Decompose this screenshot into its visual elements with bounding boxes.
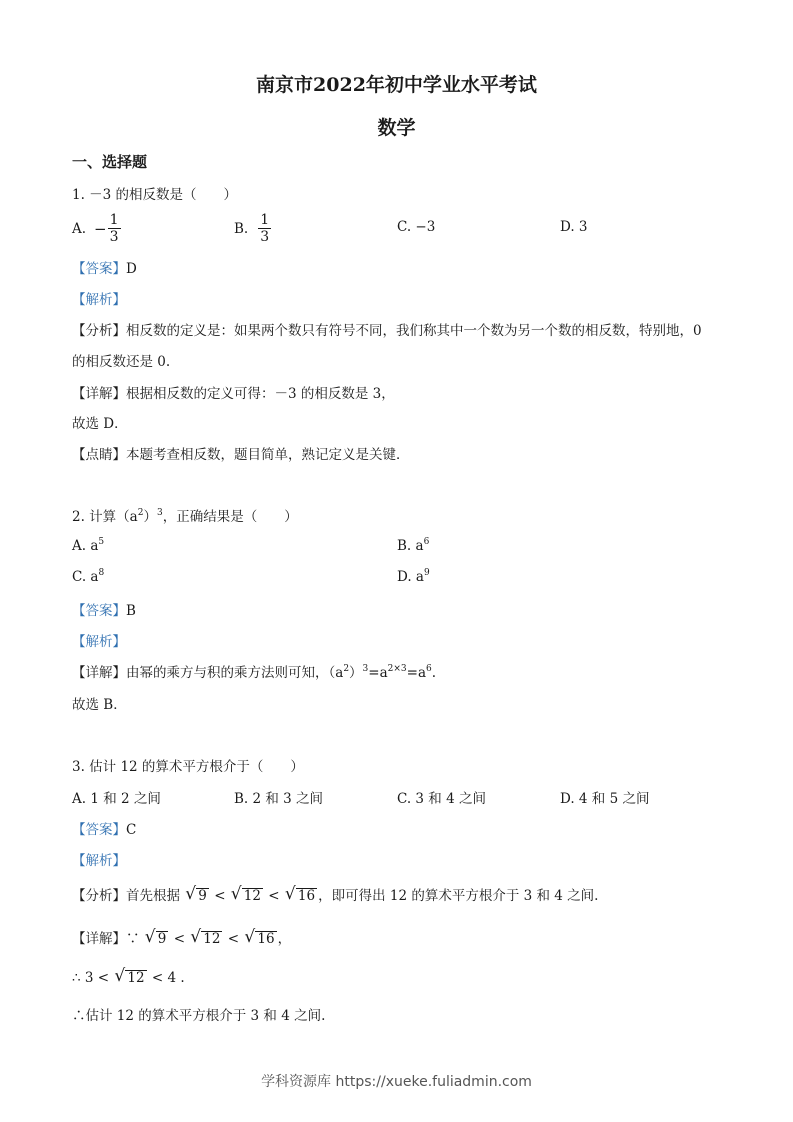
q2-answer [72,599,136,619]
therefore-text: < 4 . [151,970,185,986]
option-label: B. [234,220,249,237]
q3-option-b: B. 2 和 3 之间 [234,791,324,807]
q1-detail [72,382,395,402]
exponent: 6 [426,664,432,674]
q1-comment [72,443,410,463]
q3-answer [72,818,136,838]
exponent: 3 [362,664,369,674]
answer-value: D [126,261,137,277]
q1-option-a [72,212,121,245]
fraction [258,212,271,245]
q1-option-c: C. −3 [397,219,436,235]
fraction [108,212,121,245]
answer-tag: 【答案】 [72,822,126,838]
subject-title: 数学 [377,117,416,139]
exam-title: 南京市2022年初中学业水平考试 [256,74,537,96]
detail-text: . [431,665,437,681]
option-text: B. a [397,538,424,554]
option-label: A. [72,220,87,237]
q3-analysis-tag: 【解析】 [72,853,126,869]
detail-tag: 【详解】 [72,665,126,681]
q1-fenxi-line2: 的相反数还是 0. [72,354,171,370]
sqrt-12: √ 12 [114,966,145,986]
less-than: < [268,888,280,904]
answer-value: C [126,822,137,838]
q2-option-a [72,537,104,554]
q1-answer [72,257,137,277]
option-text: A. a [72,538,99,554]
because-symbol: ∵ [126,931,140,947]
radicand: 9 [198,888,207,904]
detail-text: =a [406,665,427,681]
q3-detail [72,927,291,947]
q2-stem [72,505,298,525]
q1-analysis-tag: 【解析】 [72,292,126,308]
q2-choose: 故选 B． [72,697,127,713]
q3-therefore-1 [72,966,185,986]
sqrt-9: √ 9 [144,927,167,947]
numerator: 1 [260,212,270,228]
exponent: 5 [98,537,105,547]
q3-therefore-2: ∴估计 12 的算术平方根介于 3 和 4 之间. [72,1008,326,1024]
denominator: 3 [109,229,119,245]
fenxi-text: 相反数的定义是：如果两个数只有符号不同，我们称其中一个数为另一个数的相反数，特别地，0 [126,323,702,339]
answer-tag: 【答案】 [72,603,126,619]
exponent: 2 [343,664,350,674]
answer-value: B [126,603,136,619]
exponent: 2 [137,508,144,518]
sqrt-12: √ 12 [230,884,261,904]
answer-tag: 【答案】 [72,261,126,277]
less-than: < [173,931,185,947]
option-text: D. a [397,569,424,585]
exponent: 6 [423,537,430,547]
option-text: C. a [72,569,99,585]
q3-stem: 3. 估计 12 的算术平方根介于（ ） [72,759,304,775]
fenxi-tag: 【分析】 [72,888,126,904]
detail-tag: 【详解】 [72,931,126,947]
q3-fenxi [72,884,598,904]
fenxi-text: ，即可得出 12 的算术平方根介于 3 和 4 之间. [318,888,599,904]
radicand: 9 [157,931,167,947]
q2-option-b [397,537,429,554]
q1-option-d: D. 3 [560,219,588,235]
therefore-text: ∴ 3 < [72,970,110,986]
stem-text: ，正确结果是（ ） [162,509,298,525]
q1-stem: 1. －3 的相反数是（ ） [72,187,238,203]
section-title: 一、选择题 [72,153,148,171]
sqrt-12: √ 12 [190,927,221,947]
detail-text: 根据相反数的定义可得：－3 的相反数是 3， [126,386,395,402]
exponent: 3 [156,508,163,518]
fenxi-tag: 【分析】 [72,323,126,339]
less-than: < [227,931,240,947]
detail-tag: 【详解】 [72,386,126,402]
exponent: 9 [423,568,430,578]
sqrt-9: √ 9 [185,884,207,904]
stem-text: ） [143,509,157,525]
fenxi-text: 首先根据 [126,888,180,904]
q1-fenxi-line1 [72,319,702,339]
stem-text: 2. 计算（a [72,509,138,525]
detail-text: 由幂的乘方与积的乘方法则可知，（a [126,665,344,681]
comment-tag: 【点睛】 [72,447,126,463]
exponent: 8 [98,568,105,578]
denominator: 3 [260,229,270,245]
numerator: 1 [109,212,119,228]
q2-option-c [72,568,104,585]
q1-option-b [234,212,271,245]
exponent: 2×3 [387,664,407,674]
radicand: 12 [127,970,145,986]
sqrt-16: √ 16 [284,884,316,904]
q1-choose: 故选 D． [72,416,128,432]
q3-option-a: A. 1 和 2 之间 [72,791,161,807]
footer-watermark: 学科资源库 https://xueke.fuliadmin.com [261,1074,532,1090]
radicand: 12 [203,931,221,947]
q3-option-d: D. 4 和 5 之间 [560,791,650,807]
radicand: 16 [257,931,275,947]
q3-option-c: C. 3 和 4 之间 [397,791,486,807]
detail-text: ） [349,665,363,681]
q2-option-d [397,568,430,585]
minus-sign: − [94,219,107,238]
q2-detail [72,661,436,681]
radicand: 16 [297,888,316,904]
sqrt-16: √ 16 [244,927,275,947]
comment-text: 本题考查相反数，题目简单，熟记定义是关键． [126,447,410,463]
detail-text: ， [277,931,292,947]
less-than: < [214,888,226,904]
radicand: 12 [243,888,261,904]
detail-text: =a [368,665,388,681]
q2-analysis-tag: 【解析】 [72,634,126,650]
